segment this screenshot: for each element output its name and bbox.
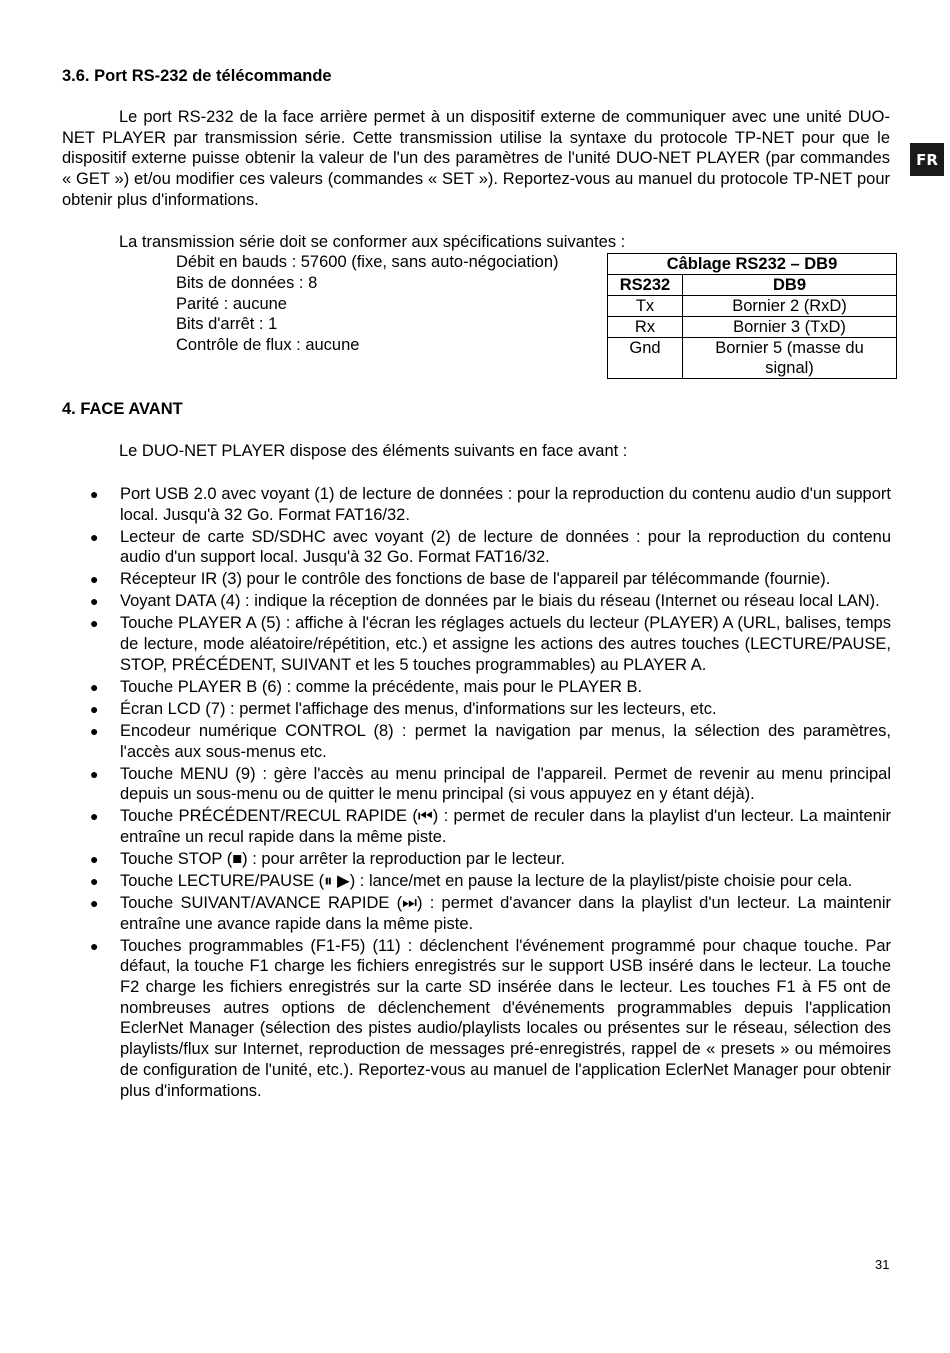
front-panel-list [90,484,891,1103]
table-row [608,317,897,338]
list-item: ● Voyant DATA (4) : indique la réception de données par le biais du réseau (Internet ou réseau local LAN). [90,592,880,611]
table-cell: Bornier 5 (masse du signal) [683,338,897,379]
table-cell: Bornier 3 (TxD) [683,317,897,338]
list-item: ● Touche MENU (9) : gère l'accès au menu principal de l'appareil. Permet de revenir au menu principal depuis un sous-menu ou de quitter le menu principal (si vous appuyez en y étant déjà). [90,764,891,804]
list-item: ● Lecteur de carte SD/SDHC avec voyant (2) de lecture de données : pour la reproduction du contenu audio d'un support local. Jusqu'à 32 Go. Format FAT16/32. [90,527,891,567]
spec-stop-bits: Bits d'arrêt : 1 [176,315,278,334]
list-item: ● Touche PLAYER B (6) : comme la précédente, mais pour le PLAYER B. [90,677,643,696]
table-cell: Bornier 2 (RxD) [683,296,897,317]
table-cell: Gnd [608,338,683,379]
bullet-icon: ● [90,615,99,632]
specs-intro: La transmission série doit se conformer aux spécifications suivantes : [119,233,626,251]
list-item: ● Touche PLAYER A (5) : affiche à l'écran les réglages actuels du lecteur (PLAYER) A (URL, balises, temps de lecture, mode aléatoire/répétition, etc.) et assigne les actions des autres touches (LECTURE/PAUSE, STOP, PRÉCÉDENT, SUIVANT et les 5 touches programmables) au PLAYER A. [90,614,891,674]
bullet-icon: ● [90,593,99,610]
bullet-icon: ● [90,894,99,911]
language-tab: FR [910,143,944,176]
bullet-icon: ● [90,808,99,825]
list-item: ● Écran LCD (7) : permet l'affichage des menus, d'informations sur les lecteurs, etc. [90,699,717,718]
bullet-icon: ● [90,528,99,545]
bullet-icon: ● [90,937,99,954]
page-number: 31 [875,1257,890,1272]
cable-table-title: Câblage RS232 – DB9 [608,254,897,275]
spec-flow-control: Contrôle de flux : aucune [176,336,360,355]
spec-data-bits: Bits de données : 8 [176,273,318,292]
list-item: ● Touche PRÉCÉDENT/RECUL RAPIDE (⏮) : permet de reculer dans la playlist d'un lecteur. La maintenir entraîne un recul rapide dans la même piste. [90,807,891,846]
section-heading-face-avant: 4. FACE AVANT [62,400,183,418]
table-row [608,296,897,317]
rs232-paragraph: Le port RS-232 de la face arrière permet à un dispositif externe de communiquer avec une unité DUO-NET PLAYER par transmission série. Cette transmission utilise la syntaxe du protocole TP-NET pour que le dispositif externe puisse obtenir la valeur de l'un des paramètres de l'unité DUO-NET PLAYER (par commandes « GET ») et/ou modifier ces valeurs (commandes « SET »). Reportez-vous au manuel du protocole TP-NET pour obtenir plus d'informations. [62,108,890,209]
bullet-icon: ● [90,571,99,588]
list-item: ● Touche LECTURE/PAUSE (⏸ ▶) : lance/met en pause la lecture de la playlist/piste choisie pour cela. [90,871,853,890]
bullet-icon: ● [90,486,99,502]
table-row [608,338,897,379]
list-item: ● Touches programmables (F1-F5) (11) : déclenchent l'événement programmé pour chaque touche. Par défaut, la touche F1 charge les fichiers enregistrés sur le support USB inséré dans le lecteur. La touche F2 charge les fichiers enregistrés sur la carte SD insérée dans le lecteur. Les touches F1 à F5 ont de nombreuses autres options de déclenchement d'événements programmables depuis l'application EclerNet Manager (sélection des pistes audio/playlists locales ou présentes sur le réseau, sélection des playlists/flux sur Internet, reproduction de messages pré-enregistrés, rappel de « presets » ou mémoires de configuration de l'unité, etc.). Reportez-vous au manuel de l'application EclerNet Manager pour obtenir plus d'informations. [90,936,891,1100]
spec-baud: Débit en bauds : 57600 (fixe, sans auto-négociation) [176,253,559,271]
bullet-icon: ● [90,700,99,717]
bullet-icon: ● [90,722,99,739]
table-cell: Tx [608,296,683,317]
specs-list [176,252,559,356]
table-cell: Rx [608,317,683,338]
cable-table [607,253,897,379]
face-avant-intro: Le DUO-NET PLAYER dispose des éléments suivants en face avant : [119,442,628,460]
list-item: ● Récepteur IR (3) pour le contrôle des fonctions de base de l'appareil par télécommande (fournie). [90,570,831,589]
list-item: ● Touche STOP (■) : pour arrêter la reproduction par le lecteur. [90,849,565,868]
cable-header-db9: DB9 [683,275,897,296]
section-heading-rs232: 3.6. Port RS-232 de télécommande [62,67,332,85]
spec-parity: Parité : aucune [176,294,287,313]
bullet-icon: ● [90,765,99,782]
list-item: ● Port USB 2.0 avec voyant (1) de lecture de données : pour la reproduction du contenu audio d'un support local. Jusqu'à 32 Go. Format FAT16/32. [90,485,891,524]
list-item: ● Touche SUIVANT/AVANCE RAPIDE (⏭) : permet d'avancer dans la playlist d'un lecteur. La maintenir entraîne une avance rapide dans la même piste. [90,893,891,933]
bullet-icon: ● [90,872,99,889]
list-item: ● Encodeur numérique CONTROL (8) : permet la navigation par menus, la sélection des paramètres, l'accès aux sous-menus etc. [90,721,891,761]
cable-header-rs232: RS232 [608,275,683,296]
bullet-icon: ● [90,678,99,695]
bullet-icon: ● [90,850,99,867]
